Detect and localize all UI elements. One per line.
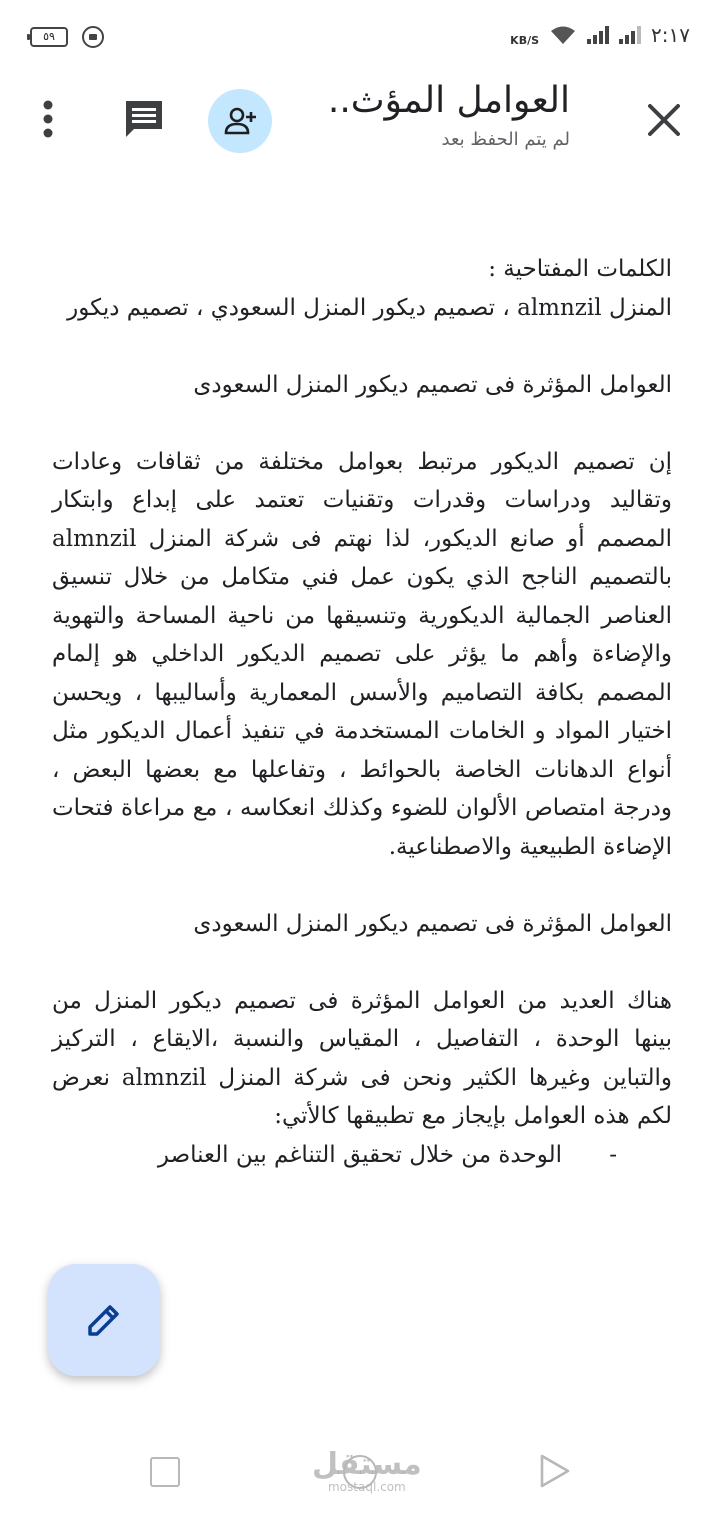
blank-line bbox=[52, 866, 672, 905]
comment-icon bbox=[123, 98, 165, 140]
blank-line bbox=[52, 943, 672, 982]
list-item bbox=[52, 1136, 672, 1175]
paragraph-2: هناك العديد من العوامل المؤثرة فى تصميم ديكور المنزل من بينها الوحدة ، التفاصيل ، المقياس والنسبة ،الايقاع ، التركيز والتباين وغيرها الكثير ونحن فى شركة المنزل almnzil نعرض لكم هذه العوامل بإيجاز مع تطبيقها كالأتي: bbox=[52, 987, 672, 1129]
watermark-url: mostaql.com bbox=[327, 1480, 406, 1494]
person-add-icon bbox=[222, 103, 258, 139]
app-bar bbox=[0, 72, 720, 182]
signal-icon-1 bbox=[587, 26, 609, 44]
document-title[interactable]: العوامل المؤث.. bbox=[327, 80, 570, 121]
edit-fab[interactable] bbox=[48, 1264, 160, 1376]
paragraph-1: إن تصميم الديكور مرتبط بعوامل مختلفة من ثقافات وعادات وتقاليد ودراسات وقدرات وتقنيات تعتمد على إبداع وابتكار المصمم أو صانع الديكور، لذا نهتم فى شركة المنزل almnzil بالتصميم الناجح الذي يكون عمل فني متكامل من خلال تنسيق العناصر الجمالية الديكورية وتنسيقها من ناحية المساحة والتهوية والإضاءة وأهم ما يؤثر على تصميم الديكور الداخلي هو إلمام المصمم بكافة التصاميم والأسس المعمارية وأساليبها ، ويحسن اختيار المواد و الخامات المستخدمة في تنفيذ أعمال الديكور مثل أنواع الدهانات الخاصة بالحوائط ، وتفاعلها مع بعضها البعض ، ودرجة امتصاص الألوان للضوء وكذلك انعكاسه ، مع مراعاة فتحات الإضاءة الطبيعية والاصطناعية. bbox=[52, 448, 672, 860]
square-icon[interactable] bbox=[150, 1457, 180, 1487]
signal-icon-2 bbox=[619, 26, 641, 44]
blank-line bbox=[52, 327, 672, 366]
network-speed: KB/S bbox=[510, 34, 540, 47]
more-vert-icon bbox=[42, 99, 54, 139]
keywords-label: الكلمات المفتاحية : bbox=[488, 256, 672, 282]
status-bar bbox=[0, 0, 720, 72]
share-button[interactable] bbox=[208, 89, 272, 153]
title-block[interactable] bbox=[328, 76, 570, 154]
list-bullet: - bbox=[609, 1141, 617, 1168]
status-right bbox=[510, 22, 690, 47]
navigation-bar bbox=[0, 1425, 720, 1520]
blank-line bbox=[52, 404, 672, 443]
keywords-text: المنزل almnzil ، تصميم ديكور المنزل السعودي ، تصميم ديكور bbox=[67, 294, 672, 321]
more-options-button[interactable] bbox=[30, 97, 66, 141]
watermark-arabic: مستقل bbox=[312, 1447, 422, 1482]
save-status: لم يتم الحفظ بعد bbox=[441, 129, 570, 150]
list-item-text: الوحدة من خلال تحقيق التناغم بين العناصر bbox=[157, 1141, 562, 1168]
status-left bbox=[30, 26, 104, 48]
heading-2: العوامل المؤثرة فى تصميم ديكور المنزل السعودى bbox=[193, 910, 672, 937]
close-icon bbox=[646, 102, 682, 138]
rotation-lock-icon bbox=[82, 26, 104, 48]
comments-button[interactable] bbox=[122, 97, 166, 141]
wifi-icon bbox=[549, 24, 577, 46]
close-button[interactable] bbox=[644, 96, 684, 144]
circle-icon[interactable] bbox=[343, 1455, 377, 1489]
document-body[interactable] bbox=[52, 250, 672, 1174]
heading-1: العوامل المؤثرة فى تصميم ديكور المنزل السعودى bbox=[193, 371, 672, 398]
triangle-back-icon[interactable] bbox=[538, 1453, 572, 1489]
battery-icon: ٥٩ bbox=[30, 27, 68, 47]
edit-pencil-icon bbox=[83, 1299, 125, 1341]
clock: ٢:١٧ bbox=[651, 22, 690, 47]
